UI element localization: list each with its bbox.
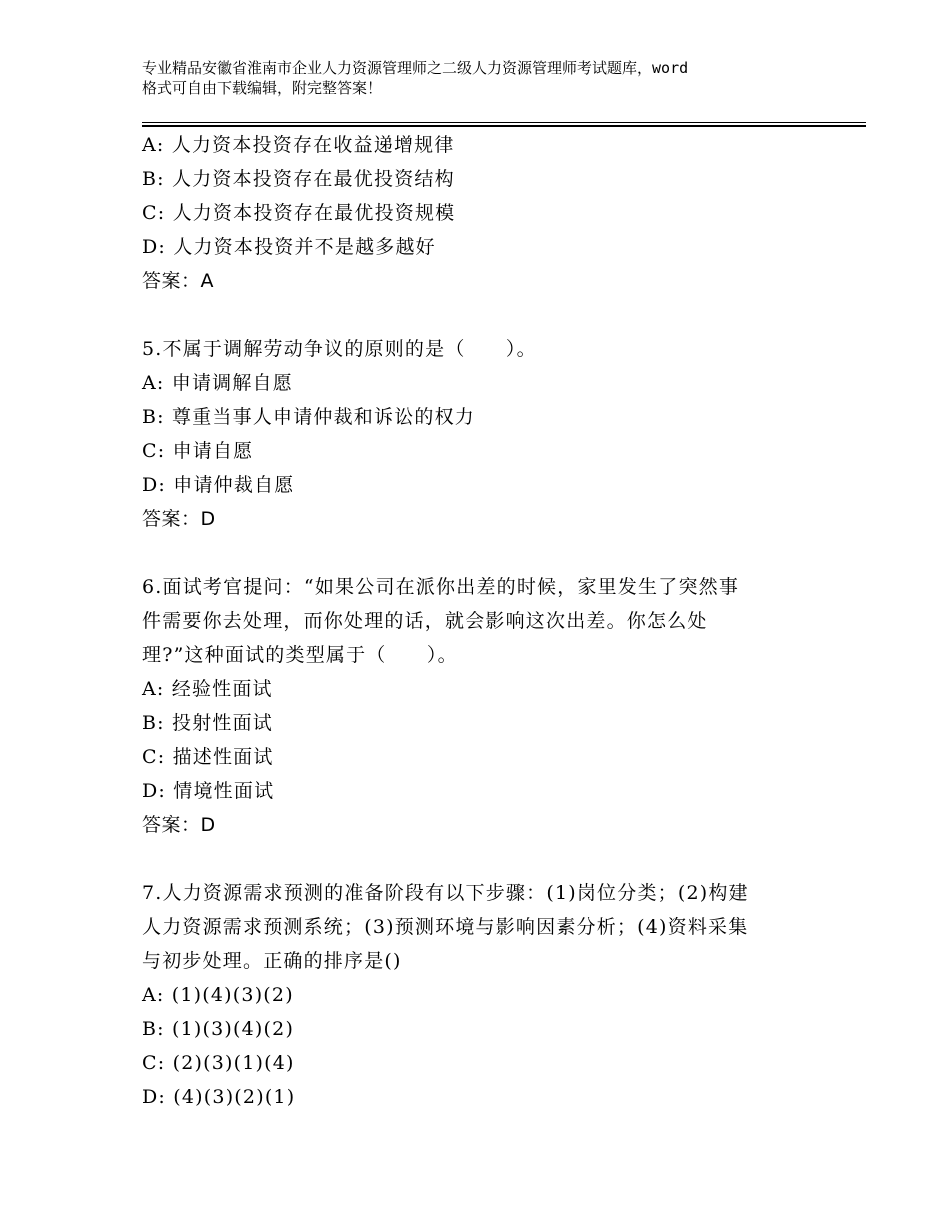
spacer (142, 298, 842, 332)
question-4 (142, 128, 842, 298)
question-5 (142, 332, 842, 536)
option-b: B: 投射性面试 (142, 712, 274, 734)
header-rule-thin (142, 122, 866, 123)
question-stem-line-3: 与初步处理。正确的排序是() (142, 950, 402, 972)
question-stem-line-2: 件需要你去处理，而你处理的话，就会影响这次出差。你怎么处 (142, 610, 708, 632)
option-b: B: (1)(3)(4)(2) (142, 1018, 295, 1040)
option-a: A: 经验性面试 (142, 678, 273, 700)
spacer (142, 536, 842, 570)
option-c: C: (2)(3)(1)(4) (142, 1052, 295, 1074)
question-stem-line-3: 理?”这种面试的类型属于（ ）。 (142, 644, 458, 666)
option-d: D: 情境性面试 (142, 780, 275, 802)
question-stem: 5.不属于调解劳动争议的原则的是（ ）。 (142, 338, 537, 360)
answer-label: 答案：D (142, 508, 216, 530)
option-c: C: 人力资本投资存在最优投资规模 (142, 202, 456, 224)
question-7 (142, 876, 842, 1114)
question-stem-line-1: 7.人力资源需求预测的准备阶段有以下步骤：(1)岗位分类；(2)构建 (142, 882, 749, 904)
option-b: B: 人力资本投资存在最优投资结构 (142, 168, 455, 190)
answer-label: 答案：D (142, 814, 216, 836)
option-b: B: 尊重当事人申请仲裁和诉讼的权力 (142, 406, 476, 428)
option-d: D: 申请仲裁自愿 (142, 474, 295, 496)
question-6 (142, 570, 842, 842)
option-c: C: 申请自愿 (142, 440, 254, 462)
option-d: D: 人力资本投资并不是越多越好 (142, 236, 436, 258)
question-list (142, 128, 842, 1114)
question-stem-line-2: 人力资源需求预测系统；(3)预测环境与影响因素分析；(4)资料采集 (142, 916, 749, 938)
answer-label: 答案：A (142, 270, 214, 292)
header-title-line-1: 专业精品安徽省淮南市企业人力资源管理师之二级人力资源管理师考试题库，word (142, 59, 689, 77)
option-c: C: 描述性面试 (142, 746, 274, 768)
option-a: A: 申请调解自愿 (142, 372, 293, 394)
option-a: A: 人力资本投资存在收益递增规律 (142, 134, 455, 156)
document-header (142, 58, 832, 98)
question-stem-line-1: 6.面试考官提问：“如果公司在派你出差的时候，家里发生了突然事 (142, 576, 740, 598)
spacer (142, 842, 842, 876)
header-rule-thick (142, 125, 866, 127)
option-a: A: (1)(4)(3)(2) (142, 984, 294, 1006)
option-d: D: (4)(3)(2)(1) (142, 1086, 296, 1108)
header-title-line-2: 格式可自由下载编辑，附完整答案！ (142, 79, 383, 97)
